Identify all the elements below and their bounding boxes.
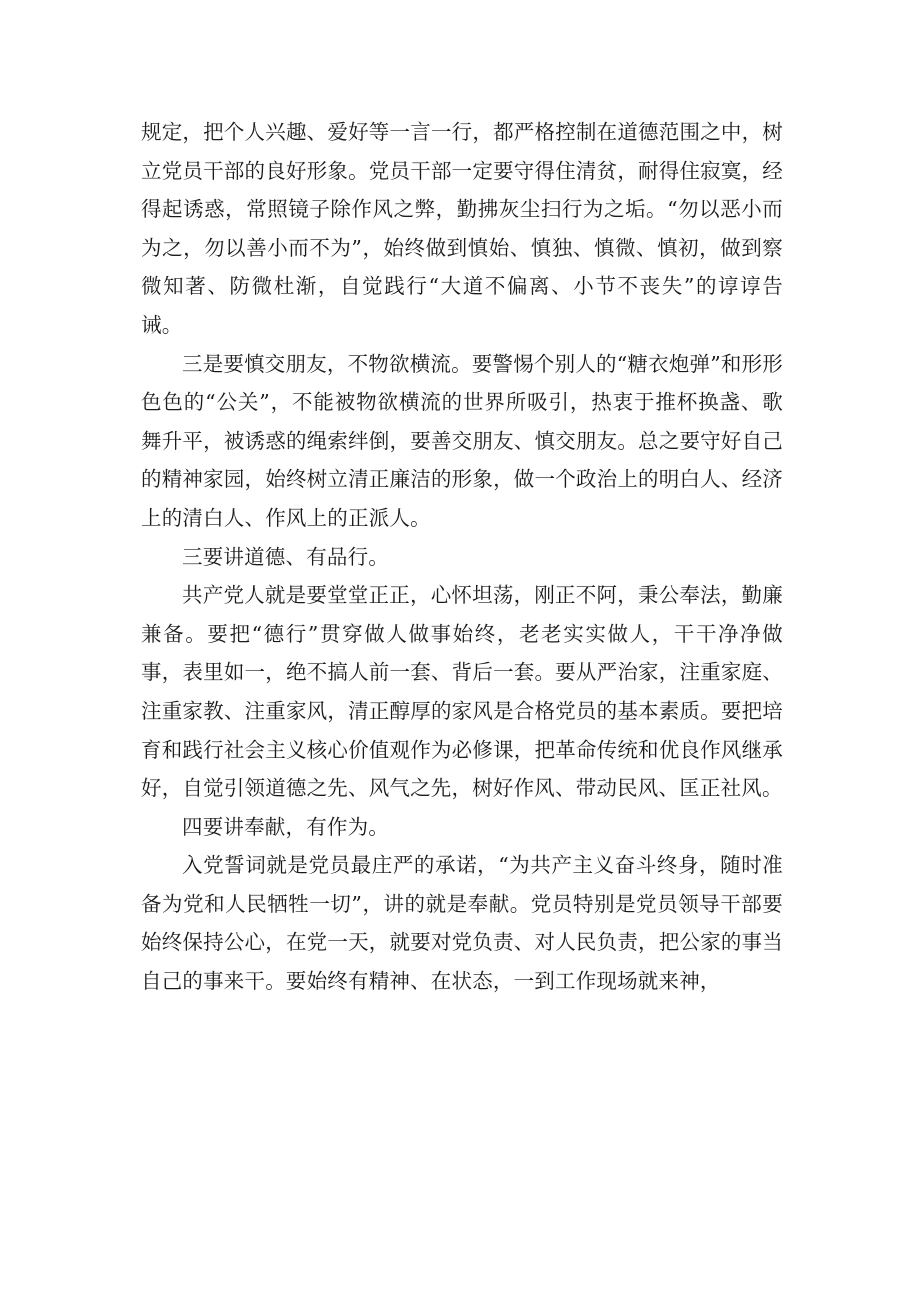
section-heading-dedication: 四要讲奉献，有作为。 (182, 814, 389, 839)
section-heading-morality: 三要讲道德、有品行。 (182, 544, 389, 569)
paragraph-continuation: 规定，把个人兴趣、爱好等一言一行，都严格控制在道德范围之中，树立党员干部的良好形象。党员干部一定要守得住清贫，耐得住寂寞，经得起诱惑，常照镜子除作风之弊，勤拂灰尘扫行为之垢。“勿以恶小而为之，勿以善小而不为”，始终做到慎始、慎独、慎微、慎初，做到察微知著、防微杜渐，自觉践行“大道不偏离、小节不丧失”的谆谆告诫。 (141, 120, 783, 337)
paragraph-morality: 共产党人就是要堂堂正正，心怀坦荡，刚正不阿，秉公奉法，勤廉兼备。要把“德行”贯穿做人做事始终，老老实实做人，干干净净做事，表里如一，绝不搞人前一套、背后一套。要从严治家，注重家庭、注重家教、注重家风，清正醇厚的家风是合格党员的基本素质。要把培育和践行社会主义核心价值观作为必修课，把革命传统和优良作风继承好，自觉引领道德之先、风气之先，树好作风、带动民风、匡正社风。 (141, 583, 783, 801)
document-page (141, 113, 783, 1001)
paragraph-dedication: 入党誓词就是党员最庄严的承诺，“为共产主义奋斗终身，随时准备为党和人民牺牲一切”，讲的就是奉献。党员特别是党员领导干部要始终保持公心，在党一天，就要对党负责、对人民负责，把公家的事当自己的事来干。要始终有精神、在状态，一到工作现场就来神， (141, 853, 783, 994)
paragraph-friends: 三是要慎交朋友，不物欲横流。要警惕个别人的“糖衣炮弹”和形形色色的“公关”，不能被物欲横流的世界所吸引，热衷于推杯换盏、歌舞升平，被诱惑的绳索绊倒，要善交朋友、慎交朋友。总之要守好自己的精神家园，始终树立清正廉洁的形象，做一个政治上的明白人、经济上的清白人、作风上的正派人。 (141, 351, 783, 530)
